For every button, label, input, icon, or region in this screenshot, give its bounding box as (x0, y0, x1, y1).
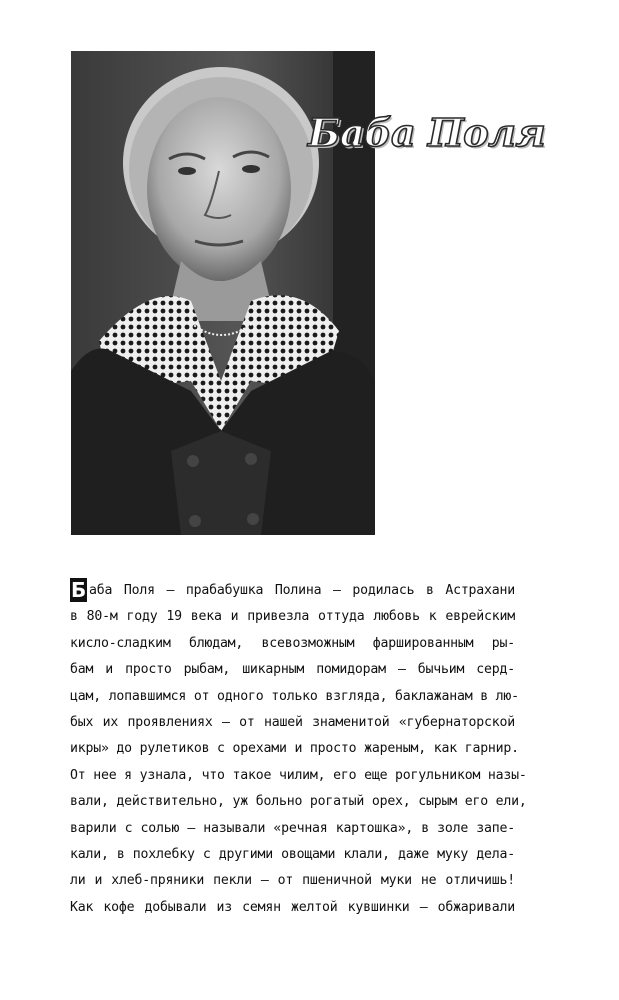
text-line-12: ли и хлеб-пряники пекли – от пшеничной муки не отличишь! (70, 873, 515, 889)
text-line-1: Б аба Поля – прабабушка Полина – родилась в Астрахани (70, 578, 515, 602)
text-line-4: бам и просто рыбам, шикарным помидорам – бычьим серд- (70, 662, 515, 678)
text-line-6: бых их проявлениях – от нашей знаменитой «губернаторской (70, 714, 515, 730)
text-line-8: От нее я узнала, что такое чилим, его еще рогульником назы- (70, 767, 527, 783)
text-line-7: икры» до рулетиков с орехами и просто жареным, как гарнир. (70, 741, 519, 757)
text-line-5: цам, лопавшимся от одного только взгляда, баклажанам в лю- (70, 688, 519, 704)
text-line-3: кисло-сладким блюдам, всевозможным фаршированным ры- (70, 635, 515, 651)
body-text (70, 578, 527, 921)
drop-cap: Б (70, 578, 87, 602)
chapter-title: Баба Поля (308, 110, 546, 155)
text-line-11: кали, в похлебку с другими овощами клали, даже муку дела- (70, 846, 515, 862)
text-line-2: в 80-м году 19 века и привезла оттуда любовь к еврейским (70, 609, 515, 625)
text-line-13: Как кофе добывали из семян желтой кувшинки – обжаривали (70, 899, 515, 915)
text-line-10: варили с солью – называли «речная картошка», в золе запе- (70, 820, 515, 836)
text-line-9: вали, действительно, уж больно рогатый орех, сырым его ели, (70, 794, 527, 810)
